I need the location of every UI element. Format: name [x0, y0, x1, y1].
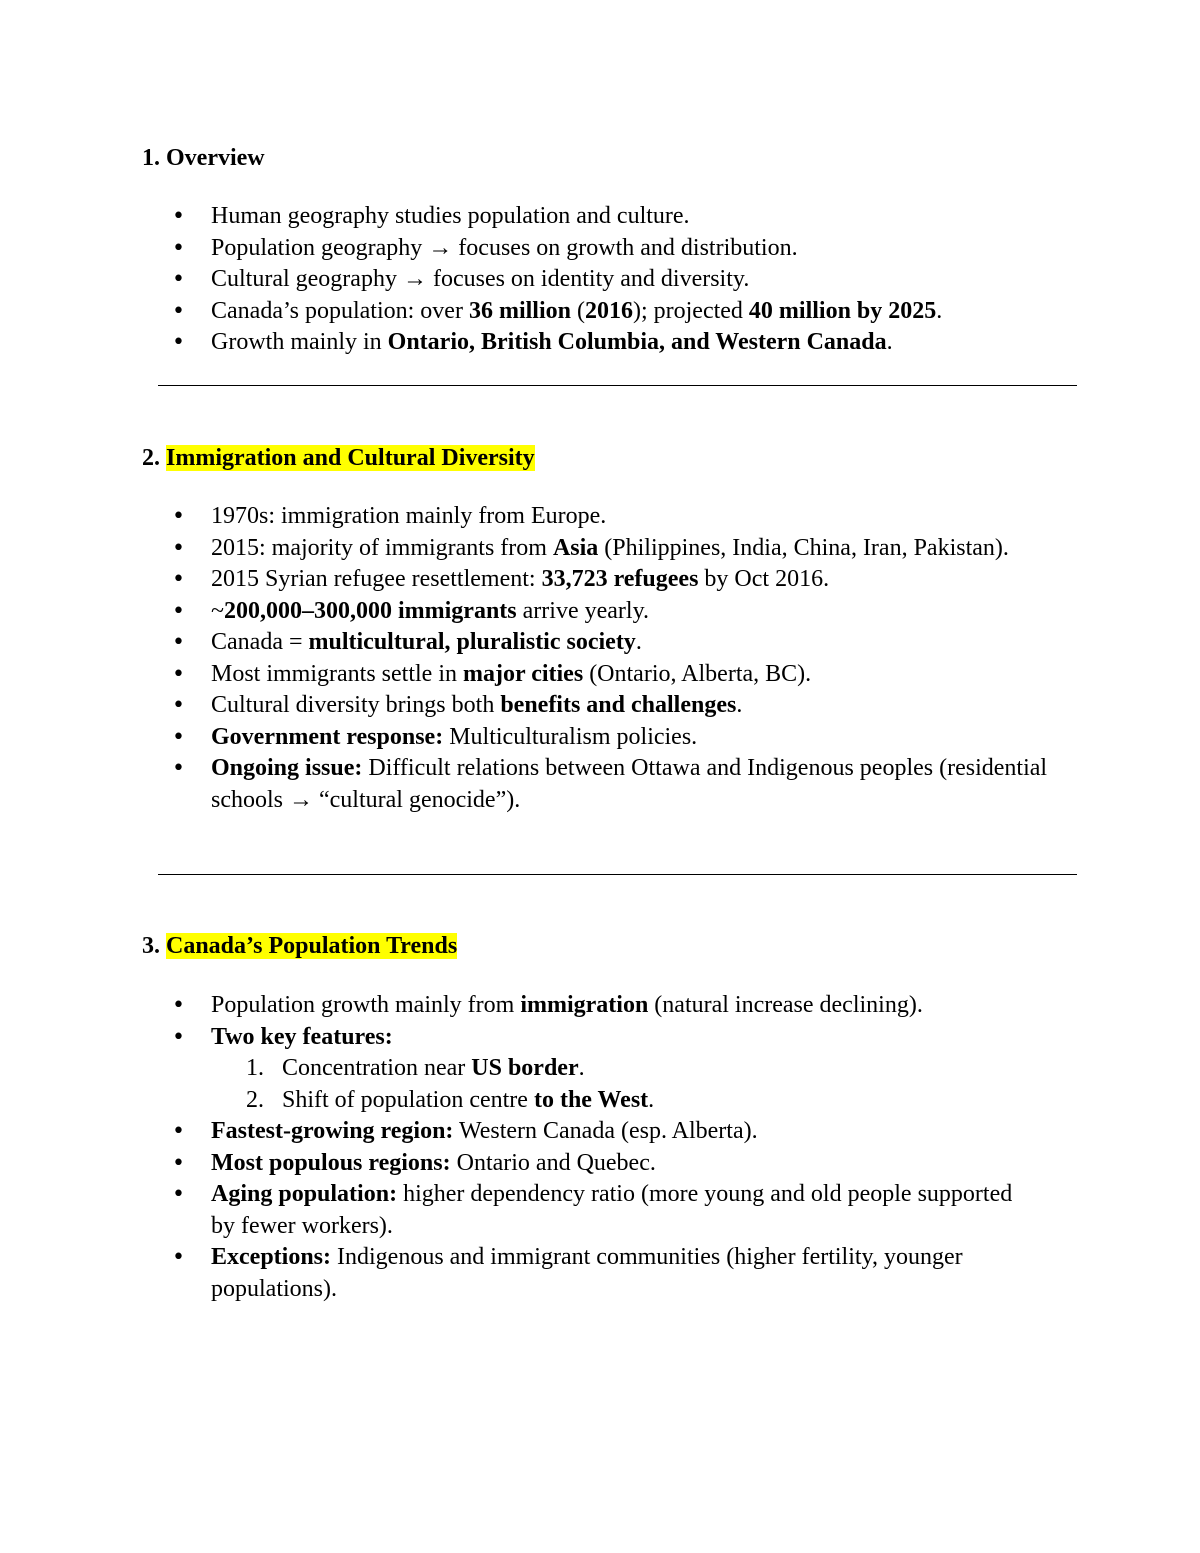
bullet-text: 1970s: immigration mainly from Europe.	[211, 503, 607, 529]
list-item	[0, 501, 1100, 533]
list-item	[0, 1022, 1100, 1117]
bullet-text: .	[886, 329, 893, 355]
bullet-text: Indigenous and immigrant communities (higher fertility, younger populations).	[211, 1244, 963, 1302]
bullet-text: Human geography studies population and culture.	[211, 203, 690, 229]
bullet-text: Most immigrants settle in	[211, 660, 463, 687]
section-3-list	[0, 990, 1100, 1305]
bullet-bold: Ongoing issue:	[211, 755, 363, 781]
bullet-bold: multicultural, pluralistic society	[308, 629, 636, 655]
bullet-text: Population geography → focuses on growth and distribution.	[211, 234, 798, 261]
list-item	[0, 990, 1100, 1022]
bullet-bold: Asia	[552, 534, 599, 561]
list-item	[0, 596, 1100, 628]
bullet-text: Concentration near	[282, 1055, 472, 1081]
bullet-text: Ontario and Quebec.	[450, 1149, 656, 1176]
bullet-text: .	[578, 1055, 585, 1081]
section-divider	[158, 874, 1077, 875]
bullet-text: Western Canada (esp. Alberta).	[453, 1118, 758, 1144]
section-2-heading	[142, 441, 535, 475]
bullet-bold: immigration	[520, 992, 649, 1018]
sub-list-item	[211, 1085, 1100, 1117]
list-item	[0, 659, 1100, 691]
bullet-text: .	[648, 1086, 655, 1113]
section-1-heading	[142, 141, 265, 175]
section-1-number: 1.	[142, 145, 160, 171]
bullet-bold: Government response:	[211, 723, 444, 750]
list-item	[0, 1116, 1100, 1148]
bullet-text: 2015 Syrian refugee resettlement:	[211, 566, 542, 592]
section-2-number: 2.	[142, 445, 160, 471]
section-3-title: Canada’s Population Trends	[166, 933, 458, 959]
bullet-bold: 36 million	[468, 297, 571, 324]
bullet-text: Multiculturalism policies.	[443, 723, 698, 750]
section-3-number: 3.	[142, 933, 160, 959]
section-1-list	[0, 201, 1100, 359]
bullet-bold: Aging population:	[211, 1181, 398, 1207]
bullet-text: (	[570, 297, 585, 324]
sub-list-item	[211, 1053, 1100, 1085]
bullet-text: by Oct 2016.	[698, 566, 830, 592]
bullet-bold: Fastest-growing region:	[211, 1118, 454, 1144]
bullet-bold: Ontario, British Columbia, and Western Canada	[387, 329, 887, 355]
list-item	[0, 1179, 1100, 1242]
bullet-bold: 2016	[584, 297, 633, 324]
list-item	[0, 233, 1100, 265]
bullet-text: Growth mainly in	[211, 329, 388, 355]
bullet-text: ); projected	[632, 297, 749, 324]
bullet-text: arrive yearly.	[516, 597, 650, 624]
bullet-bold: 40 million by 2025	[748, 297, 937, 324]
list-item	[0, 753, 1100, 816]
list-item	[0, 1242, 1100, 1305]
bullet-bold: major cities	[463, 660, 584, 687]
bullet-text: (Philippines, India, China, Iran, Pakistan).	[598, 534, 1009, 561]
bullet-bold: to the West	[533, 1086, 649, 1113]
list-item	[0, 264, 1100, 296]
list-item	[0, 564, 1100, 596]
bullet-bold: 200,000–300,000 immigrants	[223, 597, 517, 624]
list-item	[0, 327, 1100, 359]
section-2-title: Immigration and Cultural Diversity	[166, 445, 535, 471]
bullet-text: Difficult relations between Ottawa and Indigenous peoples (residential schools → “cultural genocide”).	[211, 755, 1048, 813]
section-3-heading	[142, 929, 457, 963]
sub-item-number: 1.	[246, 1055, 264, 1081]
bullet-text: ~	[211, 597, 224, 624]
bullet-text: Population growth mainly from	[211, 992, 521, 1018]
bullet-bold: benefits and challenges	[500, 692, 737, 718]
bullet-bold: Most populous regions:	[211, 1149, 451, 1176]
list-item	[0, 1148, 1100, 1180]
bullet-text: .	[635, 629, 642, 655]
bullet-bold: US border	[471, 1055, 579, 1081]
bullet-text: .	[936, 297, 943, 324]
list-item	[0, 296, 1100, 328]
list-item	[0, 201, 1100, 233]
section-1-title: Overview	[166, 145, 265, 171]
bullet-bold: 33,723 refugees	[541, 566, 699, 592]
list-item	[0, 722, 1100, 754]
section-divider	[158, 385, 1077, 386]
sub-item-number: 2.	[246, 1086, 264, 1113]
bullet-text: Canada =	[211, 629, 309, 655]
section-2-list	[0, 501, 1100, 816]
sub-list	[211, 1053, 1100, 1116]
bullet-text: Canada’s population: over	[211, 297, 469, 324]
bullet-bold: Exceptions:	[211, 1244, 331, 1270]
bullet-text: (Ontario, Alberta, BC).	[583, 660, 812, 687]
list-item	[0, 690, 1100, 722]
bullet-text: (natural increase declining).	[648, 992, 923, 1018]
list-item	[0, 627, 1100, 659]
bullet-text: Shift of population centre	[282, 1086, 534, 1113]
bullet-bold: Two key features:	[211, 1023, 393, 1050]
bullet-text: .	[736, 692, 743, 718]
list-item	[0, 533, 1100, 565]
bullet-text: Cultural diversity brings both	[211, 692, 501, 718]
bullet-text: Cultural geography → focuses on identity and diversity.	[211, 266, 750, 292]
bullet-text: higher dependency ratio (more young and old people supported by fewer workers).	[211, 1181, 1013, 1239]
bullet-text: 2015: majority of immigrants from	[211, 534, 553, 561]
